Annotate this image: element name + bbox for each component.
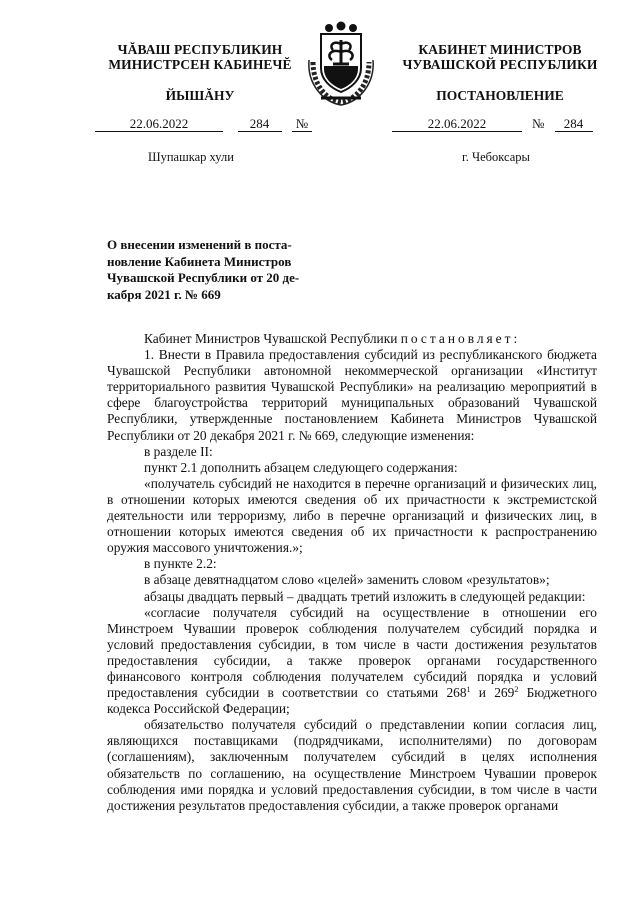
paragraph-7: абзацы двадцать первый – двадцать третий изложить в следующей редакции: bbox=[144, 588, 586, 604]
header-left-line-1: ЧĂВАШ РЕСПУБЛИКИН bbox=[117, 42, 283, 57]
right-number: 284 bbox=[555, 116, 593, 132]
left-number: 284 bbox=[238, 116, 282, 132]
left-place: Шупашкар хули bbox=[148, 150, 234, 164]
paragraph-3: пункт 2.1 дополнить абзацем следующего содержания: bbox=[144, 459, 458, 475]
paragraph-6: в абзаце девятнадцатом слово «целей» заменить словом «результатов»; bbox=[144, 572, 550, 588]
doc-type-russian: ПОСТАНОВЛЕНИЕ bbox=[436, 88, 564, 103]
paragraph-1: 1. Внести в Правила предоставления субсидий из республиканского бюджета Чувашской Республики автономной некоммерческой организации «Институт территориального развития Чувашской Республики» на реализацию мероприятий в сфере благоустройства территорий муниципальных образований Чувашской Республики, утвержденные постановлением Кабинета Министров Чувашской Республики от 20 декабря 2021 г. № 669, следующие изменения: bbox=[107, 347, 597, 443]
paragraph-8-part-a: «согласие получателя субсидий на осуществление в отношении его Минстроем Чувашии проверок соблюдения получателем субсидий порядка и условий предоставления субсидии, в том числе в части достижения результатов предоставления субсидии, а также проверок органами государственного финансового контроля соблюдения получателем субсидий порядка и условий предоставления субсидии в соответствии со статьями 268 bbox=[107, 604, 597, 701]
right-number-sign: № bbox=[532, 116, 545, 131]
left-number-sign: № bbox=[292, 116, 312, 132]
intro-resolves: постановляет: bbox=[400, 331, 521, 346]
header-left-line-2: МИНИСТРСЕН КАБИНЕЧĔ bbox=[108, 57, 292, 72]
title-line-4: кабря 2021 г. № 669 bbox=[107, 286, 221, 302]
intro-text: Кабинет Министров Чувашской Республики bbox=[144, 331, 398, 346]
right-date: 22.06.2022 bbox=[392, 116, 522, 132]
intro-paragraph bbox=[107, 331, 597, 347]
title-line-2: новление Кабинета Министров bbox=[107, 253, 292, 269]
superscript-1: 1 bbox=[466, 685, 471, 695]
left-date: 22.06.2022 bbox=[95, 116, 223, 132]
title-line-1: О внесении изменений в поста- bbox=[107, 237, 292, 252]
paragraph-8 bbox=[107, 605, 597, 718]
paragraph-2: в разделе II: bbox=[144, 443, 213, 459]
superscript-2: 2 bbox=[514, 685, 519, 695]
paragraph-8-part-b: Бюджетного кодекса Российской Федерации; bbox=[107, 685, 597, 717]
paragraph-5: в пункте 2.2: bbox=[144, 556, 217, 572]
right-date-number-line bbox=[392, 116, 593, 132]
paragraph-8-mid: и 269 bbox=[470, 685, 515, 701]
header-right-line-2: ЧУВАШСКОЙ РЕСПУБЛИКИ bbox=[402, 57, 598, 72]
document-body bbox=[107, 331, 597, 814]
document-title bbox=[107, 237, 325, 303]
left-date-number-line bbox=[95, 116, 312, 132]
header-russian-title bbox=[385, 42, 615, 72]
doc-type-chuvash: ЙЫШĂНУ bbox=[165, 88, 235, 103]
title-line-3: Чувашской Республики от 20 де- bbox=[107, 270, 300, 285]
header-right-line-1: КАБИНЕТ МИНИСТРОВ bbox=[418, 42, 582, 57]
coat-of-arms-emblem bbox=[299, 20, 383, 106]
paragraph-9: обязательство получателя субсидий о представлении копии согласия лиц, являющихся поставщиками (подрядчиками, исполнителями) по договорам (соглашениям), заключенным получателем субсидий в целях исполнения обязательств по соглашению, на осуществление Минстроем Чувашии проверок соблюдения ими порядка и условий предоставления субсидии, в том числе в части достижения результатов предоставления субсидии, а также проверок органами bbox=[107, 717, 597, 813]
paragraph-4: «получатель субсидий не находится в перечне организаций и физических лиц, в отношении которых имеются сведения об их причастности к экстремистской деятельности или терроризму, либо в перечне организаций и физических лиц, в отношении которых имеются сведения об их причастности к распространению оружия массового уничтожения.»; bbox=[107, 475, 597, 556]
header-chuvash-title bbox=[95, 42, 305, 72]
right-place: г. Чебоксары bbox=[462, 150, 530, 164]
